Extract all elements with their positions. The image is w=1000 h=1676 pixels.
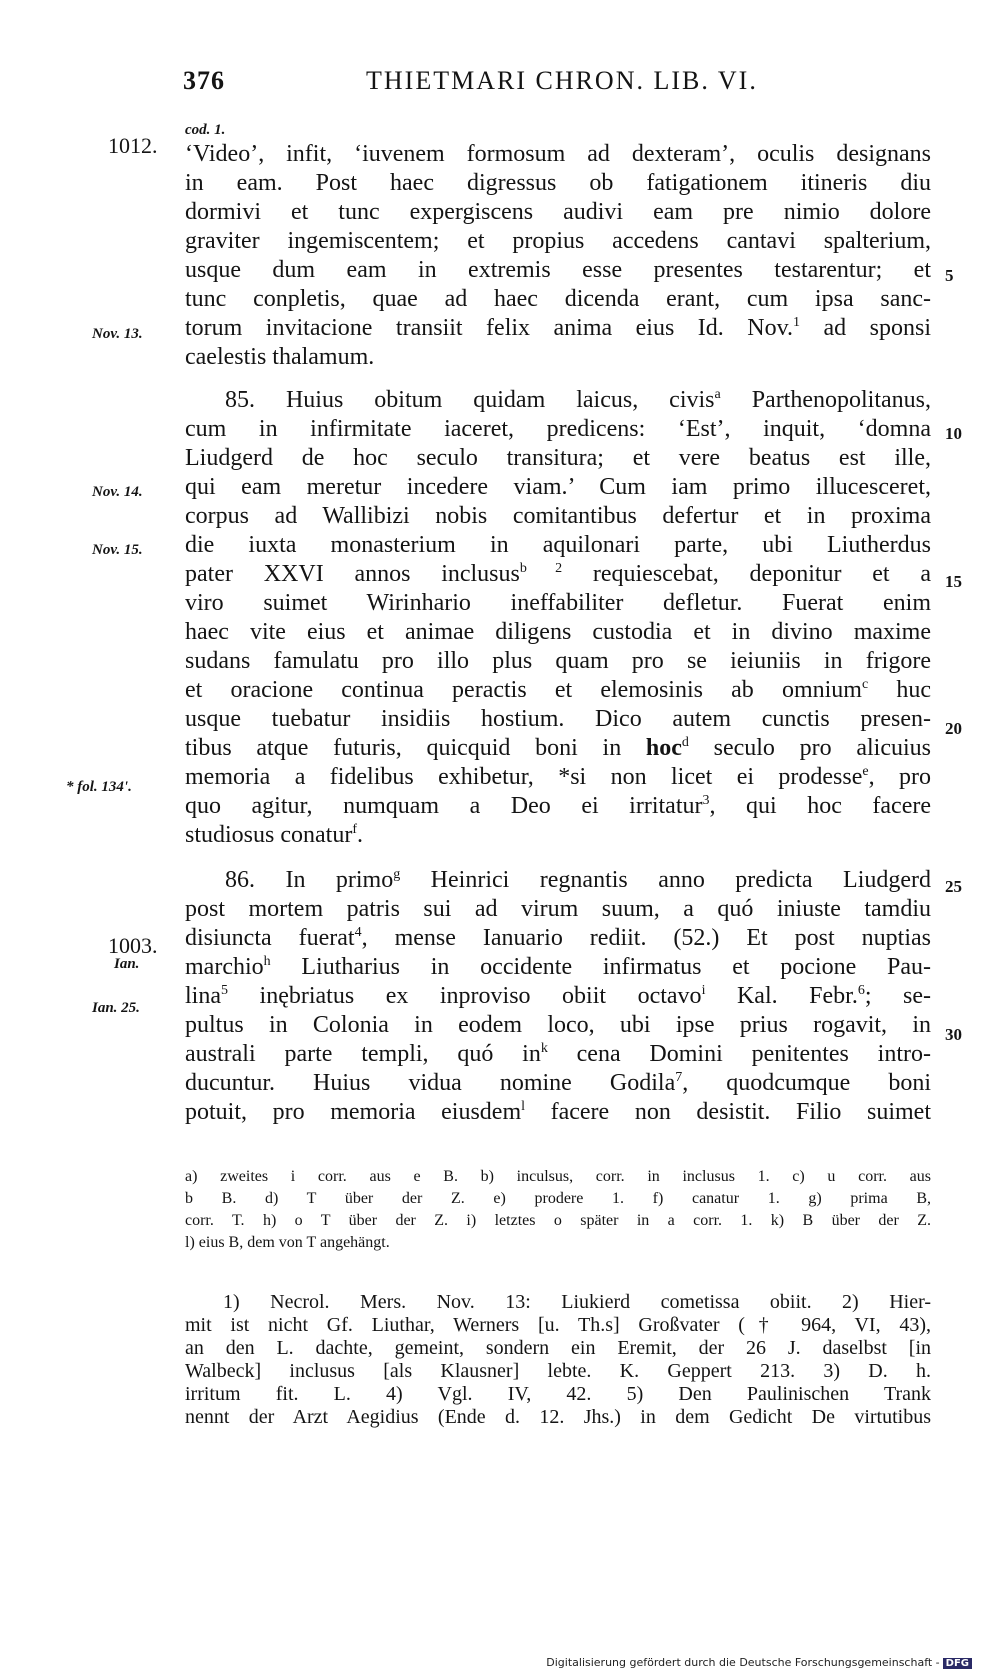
text-line: in eam. Post haec digressus ob fatigationem itineris diu bbox=[185, 170, 931, 196]
digitization-text: Digitalisierung gefördert durch die Deutsche Forschungsgemeinschaft - bbox=[546, 1656, 940, 1669]
text-line: haec vite eius et animae diligens custodia et in divino maxime bbox=[185, 619, 931, 645]
page-number: 376 bbox=[183, 66, 225, 95]
text-line: sudans famulatu pro illo plus quam pro se ieiuniis in frigore bbox=[185, 648, 931, 674]
line-number: 30 bbox=[945, 1025, 962, 1044]
line-number: 20 bbox=[945, 719, 962, 738]
margin-date-nov14: Nov. 14. bbox=[92, 484, 143, 500]
dfg-logo: DFG bbox=[943, 1658, 972, 1669]
footnote-line: nennt der Arzt Aegidius (Ende d. 12. Jhs.) in dem Gedicht De virtutibus bbox=[185, 1406, 931, 1428]
text-line: tunc conpletis, quae ad haec dicenda erant, cum ipsa sanc- bbox=[185, 286, 931, 312]
text-line: ducuntur. Huius vidua nomine Godila$^7$, quodcumque boni bbox=[185, 1070, 931, 1096]
line-number: 25 bbox=[945, 877, 962, 896]
text-line: pultus in Colonia in eodem loco, ubi ipse prius rogavit, in bbox=[185, 1012, 931, 1038]
running-header bbox=[0, 66, 1000, 100]
text-line: torum invitacione transiit felix anima eius Id. Nov.$^1$ ad sponsi bbox=[185, 315, 931, 341]
footnote-line: mit ist nicht Gf. Liuthar, Werners [u. Th.s] Großvater († 964, VI, 43), bbox=[185, 1314, 931, 1336]
digitization-credit bbox=[546, 1656, 972, 1669]
text-line: graviter ingemiscentem; et propius accedens cantavi spalterium, bbox=[185, 228, 931, 254]
footnote-line: irritum fit. L. 4) Vgl. IV, 42. 5) Den Paulinischen Trank bbox=[185, 1383, 931, 1405]
variant-apparatus-line: l) eius B, dem von T angehängt. bbox=[185, 1234, 390, 1251]
text-line: et oracione continua peractis et elemosinis ab omnium$^c$ huc bbox=[185, 677, 931, 703]
variant-apparatus-line: a) zweites i corr. aus e B. b) inculsus, corr. in inclusus 1. c) u corr. aus bbox=[185, 1168, 931, 1185]
text-line: usque tuebatur insidiis hostium. Dico autem cunctis presen- bbox=[185, 706, 931, 732]
text-line: potuit, pro memoria eiusdem$^l$ facere non desistit. Filio suimet bbox=[185, 1099, 931, 1125]
text-line: Liudgerd de hoc seculo transitura; et vere beatus est ille, bbox=[185, 445, 931, 471]
text-line: corpus ad Wallibizi nobis comitantibus defertur et in proxima bbox=[185, 503, 931, 529]
codex-note: cod. 1. bbox=[185, 122, 226, 138]
margin-month-ian: Ian. bbox=[114, 956, 140, 972]
margin-date-ian25: Ian. 25. bbox=[92, 1000, 140, 1016]
text-line: australi parte templi, quó $in^k$ cena Domini penitentes intro- bbox=[185, 1041, 931, 1067]
text-line: qui eam meretur incedere viam.’ Cum iam primo illucesceret, bbox=[185, 474, 931, 500]
text-line: marchio$^h$ Liutharius in occidente infirmatus et pocione Pau- bbox=[185, 954, 931, 980]
footnote-line: 1) Necrol. Mers. Nov. 13: Liukierd cometissa obiit. 2) Hier- bbox=[223, 1291, 931, 1313]
text-line: cum in infirmitate iaceret, predicens: ‘Est’, inquit, ‘domna bbox=[185, 416, 931, 442]
section-86-start: 86. In primo$^g$ Heinrici regnantis anno predicta Liudgerd bbox=[225, 867, 932, 893]
text-line: memoria a fidelibus exhibetur, *si non licet ei prodesse$^e$, pro bbox=[185, 764, 931, 790]
margin-date-nov15: Nov. 15. bbox=[92, 542, 143, 558]
running-title: THIETMARI CHRON. LIB. VI. bbox=[366, 66, 758, 95]
text-line: usque dum eam in extremis esse presentes testarentur; et bbox=[185, 257, 931, 283]
text-line: ‘Video’, infit, ‘iuvenem formosum ad dexteram’, oculis designans bbox=[185, 141, 931, 167]
text-line: dormivi et tunc expergiscens audivi eam pre nimio dolore bbox=[185, 199, 931, 225]
margin-year-1012: 1012. bbox=[108, 133, 158, 158]
text-line: post mortem patris sui ad virum suum, a quó iniuste tamdiu bbox=[185, 896, 931, 922]
text-line: lina$^5$ inębriatus ex inproviso obiit octavo$^i$ Kal. Febr.$^6$; se- bbox=[185, 983, 932, 1009]
text-line: caelestis thalamum. bbox=[185, 344, 375, 370]
footnote-line: Walbeck] inclusus [als Klausner] lebte. K. Geppert 213. 3) D. h. bbox=[185, 1360, 931, 1382]
line-number: 10 bbox=[945, 424, 962, 443]
footnote-line: an den L. dachte, gemeint, sondern ein Eremit, der 26 J. daselbst [in bbox=[185, 1337, 931, 1359]
text-line: viro suimet Wirinhario ineffabiliter defletur. Fuerat enim bbox=[185, 590, 931, 616]
line-number: 15 bbox=[945, 572, 962, 591]
variant-apparatus-line: corr. T. h) o T über der Z. i) letztes o später in a corr. 1. k) B über der Z. bbox=[185, 1212, 931, 1229]
section-85-start: 85. Huius obitum quidam laicus, civis$^a$ Parthenopolitanus, bbox=[225, 387, 931, 413]
margin-date-nov13: Nov. 13. bbox=[92, 326, 143, 342]
text-line: pater XXVI annos inclusus$^{b 2}$ requiescebat, deponitur et a bbox=[185, 561, 931, 587]
text-line: studiosus conatur$^f$. bbox=[185, 822, 363, 848]
text-line: quo agitur, numquam a Deo ei irritatur$^3$, qui hoc facere bbox=[185, 793, 932, 819]
text-line: tibus atque futuris, quicquid boni in hoc$^d$ seculo pro alicuius bbox=[185, 735, 931, 761]
text-line: die iuxta monasterium in aquilonari parte, ubi Liutherdus bbox=[185, 532, 931, 558]
margin-folio: * fol. 134'. bbox=[66, 779, 132, 795]
margin-year-1003: 1003. bbox=[108, 933, 158, 958]
variant-apparatus-line: b B. d) T über der Z. e) prodere 1. f) canatur 1. g) prima B, bbox=[185, 1190, 931, 1207]
text-line: disiuncta fuerat$^4$, mense Ianuario rediit. (52.) Et post nuptias bbox=[185, 925, 931, 951]
line-number: 5 bbox=[945, 266, 954, 285]
